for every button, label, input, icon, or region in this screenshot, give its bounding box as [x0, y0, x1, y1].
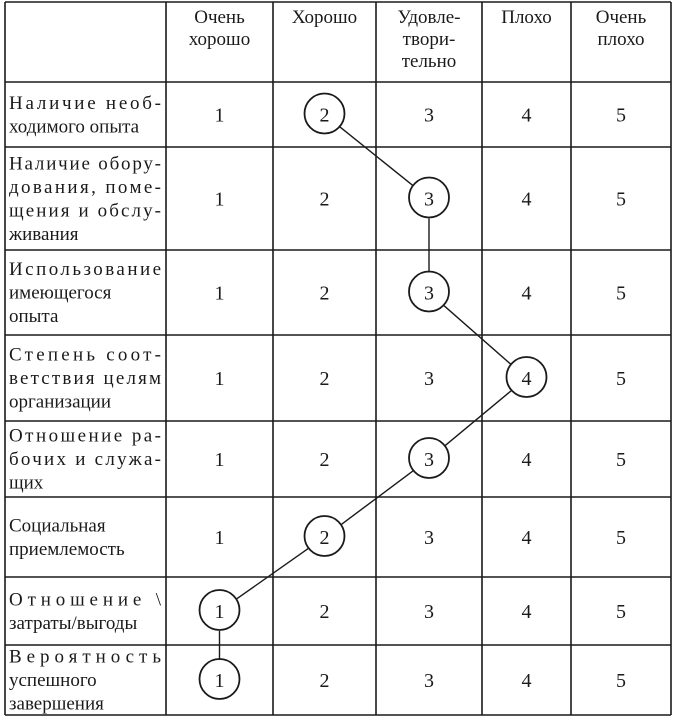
- score-value: 5: [616, 527, 626, 549]
- score-value: 3: [424, 368, 434, 390]
- score-value: 4: [521, 670, 532, 692]
- score-value: 5: [616, 368, 626, 390]
- table-body: [8, 93, 626, 715]
- table-header: [189, 7, 647, 72]
- criterion-label: Отношение \: [9, 589, 161, 611]
- criterion-label: дования, поме-: [9, 176, 161, 198]
- criterion-label: завершения: [9, 693, 104, 715]
- table-row: [9, 345, 626, 413]
- rating-connector-line: [444, 391, 511, 446]
- score-value: 1: [214, 104, 225, 127]
- table-row: [8, 153, 626, 245]
- score-value: 2: [319, 188, 330, 211]
- score-value: 2: [319, 104, 330, 127]
- column-header: Плохо: [501, 7, 552, 28]
- criterion-label: ходимого опыта: [9, 116, 140, 138]
- score-value: 2: [319, 527, 330, 549]
- table-row: [9, 426, 626, 494]
- criterion-label: успешного: [9, 670, 97, 691]
- table-row: [9, 515, 626, 560]
- criterion-label: Наличие необ-: [9, 92, 161, 114]
- score-value: 5: [616, 670, 626, 692]
- score-value: 1: [214, 449, 225, 471]
- table-row: [9, 93, 626, 138]
- criterion-label: щих: [9, 472, 44, 494]
- criterion-label: опыта: [9, 306, 59, 327]
- score-value: 3: [424, 670, 434, 692]
- score-value: 4: [521, 104, 532, 127]
- rating-connector-line: [236, 549, 308, 600]
- score-value: 2: [319, 670, 330, 692]
- criterion-label: имеющегося: [9, 282, 112, 304]
- column-header: хорошо: [188, 29, 251, 50]
- column-header: Удовле-: [397, 7, 461, 28]
- score-value: 1: [214, 601, 225, 623]
- criterion-label: Вероятность: [9, 646, 161, 668]
- score-value: 1: [214, 368, 225, 390]
- score-value: 4: [521, 601, 532, 623]
- score-value: 4: [521, 527, 532, 549]
- column-header: тельно: [401, 51, 457, 72]
- score-value: 1: [214, 282, 225, 305]
- criterion-label: Степень соот-: [9, 344, 161, 366]
- score-value: 2: [319, 282, 330, 305]
- score-value: 4: [521, 368, 532, 390]
- score-value: 5: [616, 104, 626, 127]
- score-value: 4: [521, 188, 532, 211]
- table-row: [9, 589, 626, 634]
- criterion-label: Отношение ра-: [9, 425, 161, 447]
- table-row: [9, 647, 626, 715]
- column-header: Очень: [194, 7, 245, 28]
- criterion-label: живания: [9, 223, 79, 245]
- criterion-label: щения и обслу-: [9, 200, 161, 222]
- score-value: 1: [214, 527, 225, 549]
- score-value: 5: [616, 449, 626, 471]
- score-value: 3: [424, 282, 434, 305]
- column-header: Хорошо: [291, 7, 358, 28]
- score-value: 5: [616, 188, 626, 211]
- score-value: 3: [424, 527, 434, 549]
- criterion-label: затраты/выгоды: [9, 612, 138, 634]
- score-value: 1: [214, 188, 225, 211]
- score-value: 3: [424, 188, 434, 211]
- score-value: 2: [319, 368, 330, 390]
- criterion-label: приемлемость: [9, 538, 125, 560]
- column-header: плохо: [597, 29, 645, 50]
- column-header: Очень: [595, 7, 647, 28]
- criterion-label: бочих и служа-: [9, 449, 161, 470]
- score-value: 2: [319, 601, 330, 623]
- table-row: [9, 259, 626, 327]
- rating-marks: [200, 94, 547, 700]
- criterion-label: Использование: [9, 259, 161, 280]
- score-value: 5: [616, 601, 626, 623]
- score-value: 4: [521, 282, 532, 305]
- criterion-label: организации: [9, 391, 112, 413]
- score-value: 5: [616, 282, 626, 305]
- column-header: твори-: [402, 29, 456, 50]
- score-value: 4: [521, 449, 532, 471]
- score-value: 3: [424, 449, 434, 471]
- criterion-label: Наличие обору-: [9, 153, 161, 175]
- score-value: 2: [319, 449, 330, 471]
- criterion-label: ветствия целям: [9, 368, 161, 389]
- score-value: 1: [214, 670, 225, 692]
- score-value: 3: [424, 601, 434, 623]
- criterion-label: Социальная: [9, 515, 106, 537]
- score-value: 3: [424, 104, 434, 127]
